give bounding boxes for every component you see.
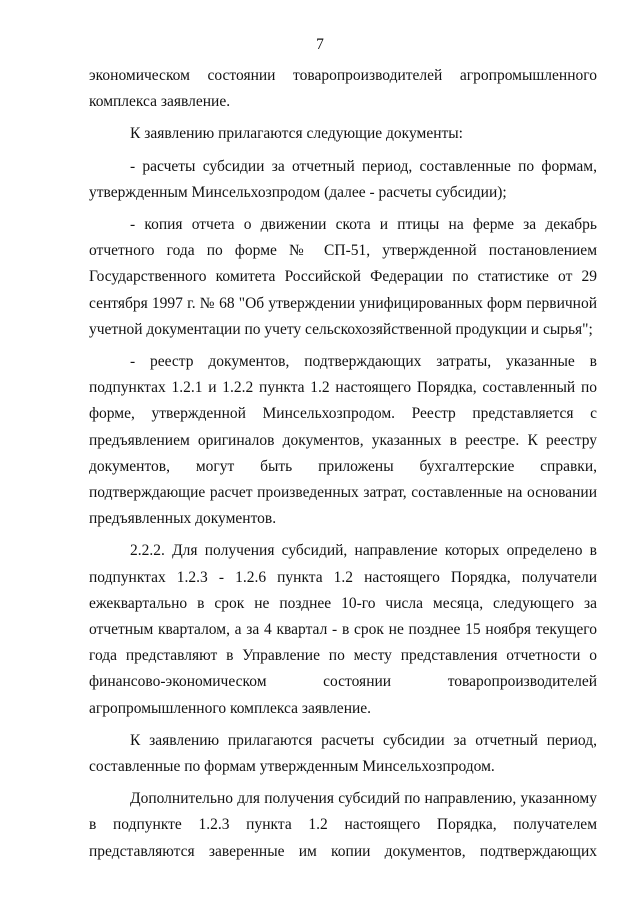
paragraph-attachments: К заявлению прилагаются расчеты субсидии за отчетный период, составленные по формам утвержденным Минсельхозпродом. [89, 731, 597, 776]
page-number: 7 [316, 36, 324, 53]
paragraph-expense-registry: - реестр документов, подтверждающих затраты, указанные в подпунктах 1.2.1 и 1.2.2 пункта 1.2 настоящего Порядка, составленный по форме, утвержденной Минсельхозпродом. Реестр представляется с предъявлением оригиналов документов, указанных в реестре. К реестру документов, могут быть приложены бухгалтерские справки, подтверждающие расчет произведенных затрат, составленные на основании предъявленных документов. [89, 353, 597, 528]
paragraph-documents-intro: К заявлению прилагаются следующие документы: [130, 125, 463, 143]
paragraph-section-2-2-2: 2.2.2. Для получения субсидий, направление которых определено в подпунктах 1.2.3 - 1.2.6 пункта 1.2 настоящего Порядка, получатели ежеквартально в срок не позднее 10-го числа месяца, следующего за отчетным кварталом, а за 4 квартал - в срок не позднее 15 ноября текущего года представляют в Управление по месту представления отчетности о финансово-экономическом состоянии товаропроизводителей агропромышленного комплекса заявление. [89, 542, 597, 717]
paragraph-livestock-report: - копия отчета о движении скота и птицы на ферме за декабрь отчетного года по форме № СП-51, утвержденной постановлением Государственного комитета Российской Федерации по статистике от 29 сентября 1997 г. № 68 "Об утверждении унифицированных форм первичной учетной документации по учету сельскохозяйственной продукции и сырья"; [89, 216, 597, 338]
document-body [89, 63, 597, 871]
paragraph-continuation: экономическом состоянии товаропроизводителей агропромышленного комплекса заявление. [89, 67, 597, 111]
paragraph-subsidy-calculations: - расчеты субсидии за отчетный период, составленные по формам, утвержденным Минсельхозпродом (далее - расчеты субсидии); [89, 157, 597, 201]
paragraph-additional-requirements: Дополнительно для получения субсидий по направлению, указанному в подпункте 1.2.3 пункта 1.2 настоящего Порядка, получателем представляются заверенные им копии документов, подтверждающих [89, 790, 597, 860]
